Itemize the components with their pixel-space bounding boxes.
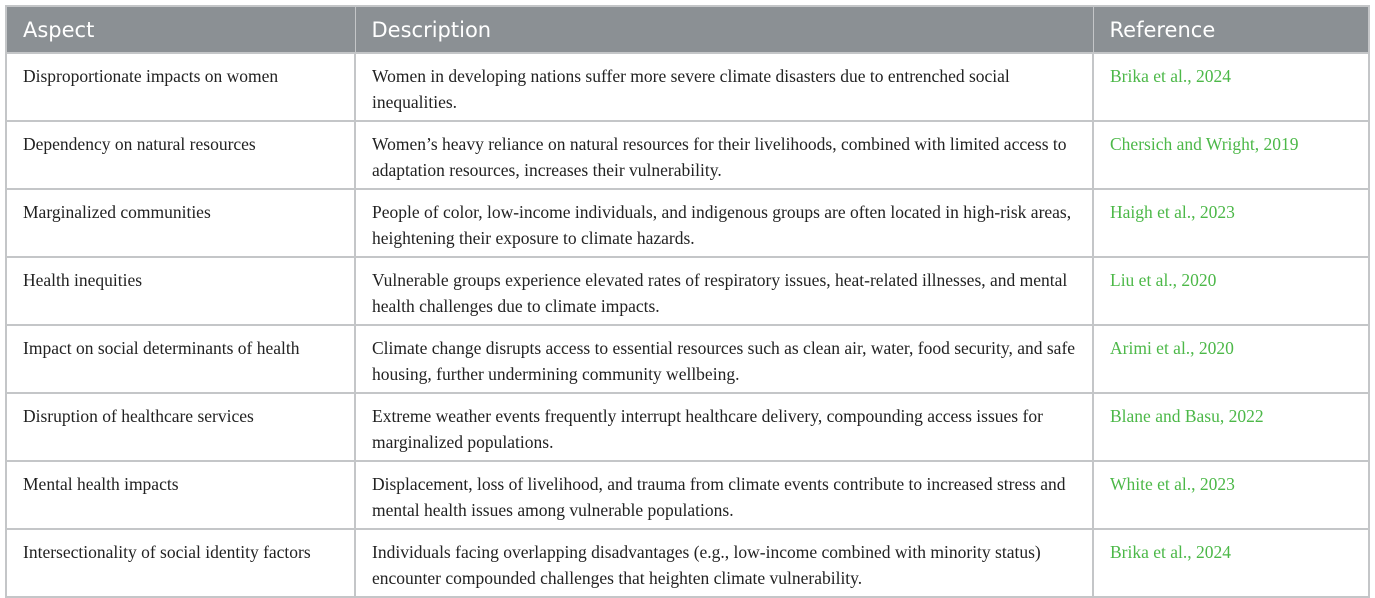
table-header-row (6, 6, 1369, 53)
description-cell: Displacement, loss of livelihood, and trauma from climate events contribute to increased stress and mental health issues among vulnerable populations. (355, 461, 1093, 529)
reference-link[interactable]: White et al., 2023 (1110, 474, 1235, 494)
reference-link[interactable]: Arimi et al., 2020 (1110, 338, 1234, 358)
aspect-cell: Dependency on natural resources (6, 121, 355, 189)
reference-cell (1093, 53, 1369, 121)
aspect-cell: Disruption of healthcare services (6, 393, 355, 461)
header-description: Description (355, 6, 1093, 53)
reference-link[interactable]: Brika et al., 2024 (1110, 542, 1232, 562)
description-cell: Women’s heavy reliance on natural resources for their livelihoods, combined with limited access to adaptation resources, increases their vulnerability. (355, 121, 1093, 189)
header-aspect: Aspect (6, 6, 355, 53)
aspect-cell: Mental health impacts (6, 461, 355, 529)
description-cell: Women in developing nations suffer more severe climate disasters due to entrenched social inequalities. (355, 53, 1093, 121)
reference-cell (1093, 529, 1369, 597)
reference-cell (1093, 393, 1369, 461)
reference-link[interactable]: Liu et al., 2020 (1110, 270, 1217, 290)
reference-cell (1093, 189, 1369, 257)
description-cell: Vulnerable groups experience elevated rates of respiratory issues, heat-related illnesses, and mental health challenges due to climate impacts. (355, 257, 1093, 325)
table-row (6, 461, 1369, 529)
description-cell: Climate change disrupts access to essential resources such as clean air, water, food security, and safe housing, further undermining community wellbeing. (355, 325, 1093, 393)
table-row (6, 257, 1369, 325)
reference-link[interactable]: Chersich and Wright, 2019 (1110, 134, 1299, 154)
aspect-cell: Impact on social determinants of health (6, 325, 355, 393)
table-row (6, 393, 1369, 461)
table-row (6, 53, 1369, 121)
description-cell: Extreme weather events frequently interrupt healthcare delivery, compounding access issues for marginalized populations. (355, 393, 1093, 461)
aspect-cell: Disproportionate impacts on women (6, 53, 355, 121)
reference-cell (1093, 325, 1369, 393)
table-row (6, 529, 1369, 597)
table-row (6, 121, 1369, 189)
reference-cell (1093, 257, 1369, 325)
reference-link[interactable]: Blane and Basu, 2022 (1110, 406, 1264, 426)
reference-link[interactable]: Brika et al., 2024 (1110, 66, 1232, 86)
header-reference: Reference (1093, 6, 1369, 53)
aspect-cell: Marginalized communities (6, 189, 355, 257)
description-cell: Individuals facing overlapping disadvantages (e.g., low-income combined with minority status) encounter compounded challenges that heighten climate vulnerability. (355, 529, 1093, 597)
reference-cell (1093, 121, 1369, 189)
vulnerability-table (5, 5, 1370, 598)
aspect-cell: Intersectionality of social identity factors (6, 529, 355, 597)
aspect-cell: Health inequities (6, 257, 355, 325)
reference-cell (1093, 461, 1369, 529)
description-cell: People of color, low-income individuals, and indigenous groups are often located in high-risk areas, heightening their exposure to climate hazards. (355, 189, 1093, 257)
reference-link[interactable]: Haigh et al., 2023 (1110, 202, 1235, 222)
table-row (6, 189, 1369, 257)
table-row (6, 325, 1369, 393)
